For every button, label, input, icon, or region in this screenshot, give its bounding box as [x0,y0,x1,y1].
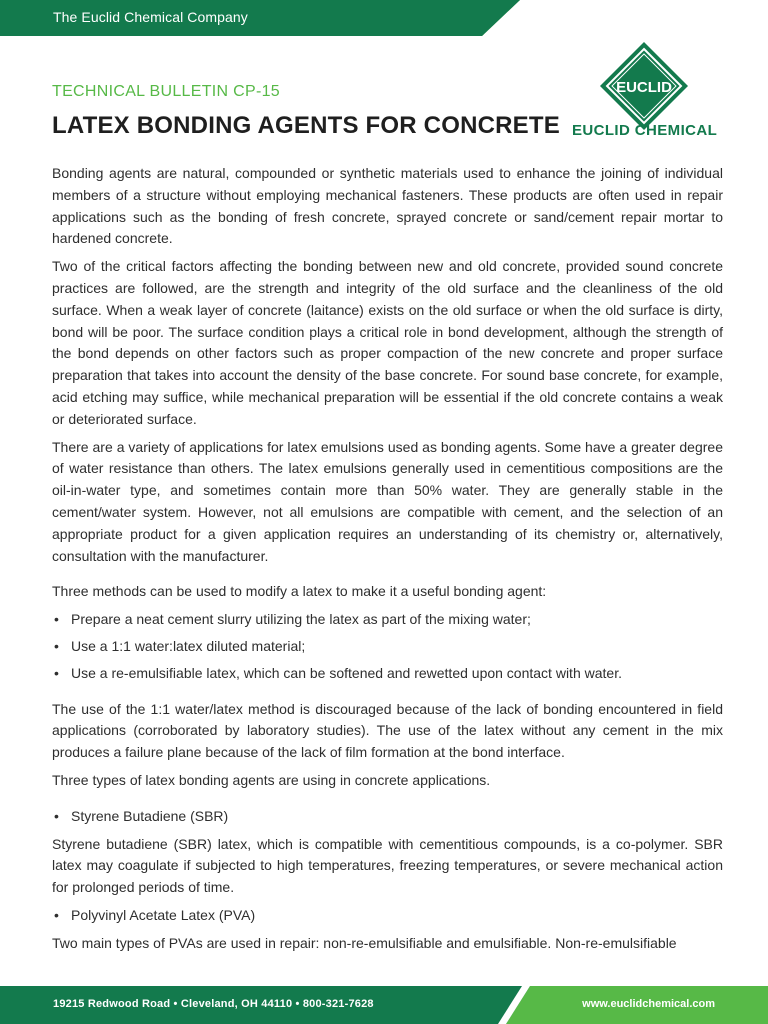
paragraph-pva: Two main types of PVAs are used in repair: non-re-emulsifiable and emulsifiable. Non-re-emulsifiable [52,934,677,951]
paragraph-factors: Two of the critical factors affecting the bonding between new and old concrete, provided sound concrete practices are followed, are the strength and integrity of the old surface and the cleanliness of the old surface. When a weak layer of concrete (laitance) exists on the old surface or when the old surface is dirty, bond will be poor. The surface condition plays a critical role in bond development, although the strength of the bond depends on other factors such as proper compaction of the new concrete and proper surface preparation that takes into account the density of the base concrete. For sound base concrete, for example, acid etching may suffice, while mechanical preparation will be essential if the old concrete contains a weak or deteriorated surface. [52,258,723,427]
paragraph-intro: Bonding agents are natural, compounded or synthetic materials used to enhance the joining of individual members of a structure without employing mechanical fasteners. These products are often used in repair applications such as the bonding of fresh concrete, sprayed concrete or sand/cement repair mortar to hardened concrete. [52,165,723,247]
bulletin-body [52,163,723,961]
list-item: • Use a re-emulsifiable latex, which can be softened and rewetted upon contact with water. [52,663,723,685]
type-sbr-heading: • Styrene Butadiene (SBR) [52,806,723,828]
paragraph-water-latex: The use of the 1:1 water/latex method is discouraged because of the lack of bonding encountered in field applications (corroborated by laboratory studies). The use of the latex without any cement in the mix produces a failure plane because of the lack of film formation at the bond interface. [52,700,723,761]
footer-website-link[interactable]: www.euclidchemical.com [582,998,715,1010]
paragraph-applications: There are a variety of applications for latex emulsions used as bonding agents. Some have a greater degree of water resistance than others. The latex emulsions generally used in cementitious compositions are the oil-in-water type, and sometimes contain more than 50% water. They are generally stable in the cement/water system. However, not all emulsions are compatible with cement, and the selection of an appropriate product for a given application requires an understanding of its chemistry or, alternatively, consultation with the manufacturer. [52,438,723,564]
type-pva-heading: • Polyvinyl Acetate Latex (PVA) [52,905,723,927]
footer-band [0,986,768,1024]
logo-mark: EUCLID [616,79,672,96]
paragraph-methods-intro: Three methods can be used to modify a latex to make it a useful bonding agent: [52,583,547,600]
company-name: The Euclid Chemical Company [53,9,248,25]
paragraph-sbr: Styrene butadiene (SBR) latex, which is compatible with cementitious compounds, is a co-polymer. SBR latex may coagulate if subjected to high temperatures, freezing temperatures, or severe mechanical action for prolonged periods of time. [52,835,723,896]
type-sbr-list [52,806,723,828]
paragraph-types-intro: Three types of latex bonding agents are using in concrete applications. [52,771,491,788]
list-item: • Prepare a neat cement slurry utilizing the latex as part of the mixing water; [52,609,723,631]
type-pva-list [52,905,723,927]
footer-address: 19215 Redwood Road • Cleveland, OH 44110 • 800-321-7628 [53,998,374,1010]
methods-list [52,609,723,684]
bulletin-number: TECHNICAL BULLETIN CP-15 [52,83,280,100]
euclid-logo [572,40,716,140]
euclid-diamond-icon [598,40,690,132]
logo-wordmark: EUCLID CHEMICAL [572,122,718,139]
page-title: LATEX BONDING AGENTS FOR CONCRETE [52,112,560,139]
list-item: • Use a 1:1 water:latex diluted material; [52,636,723,658]
